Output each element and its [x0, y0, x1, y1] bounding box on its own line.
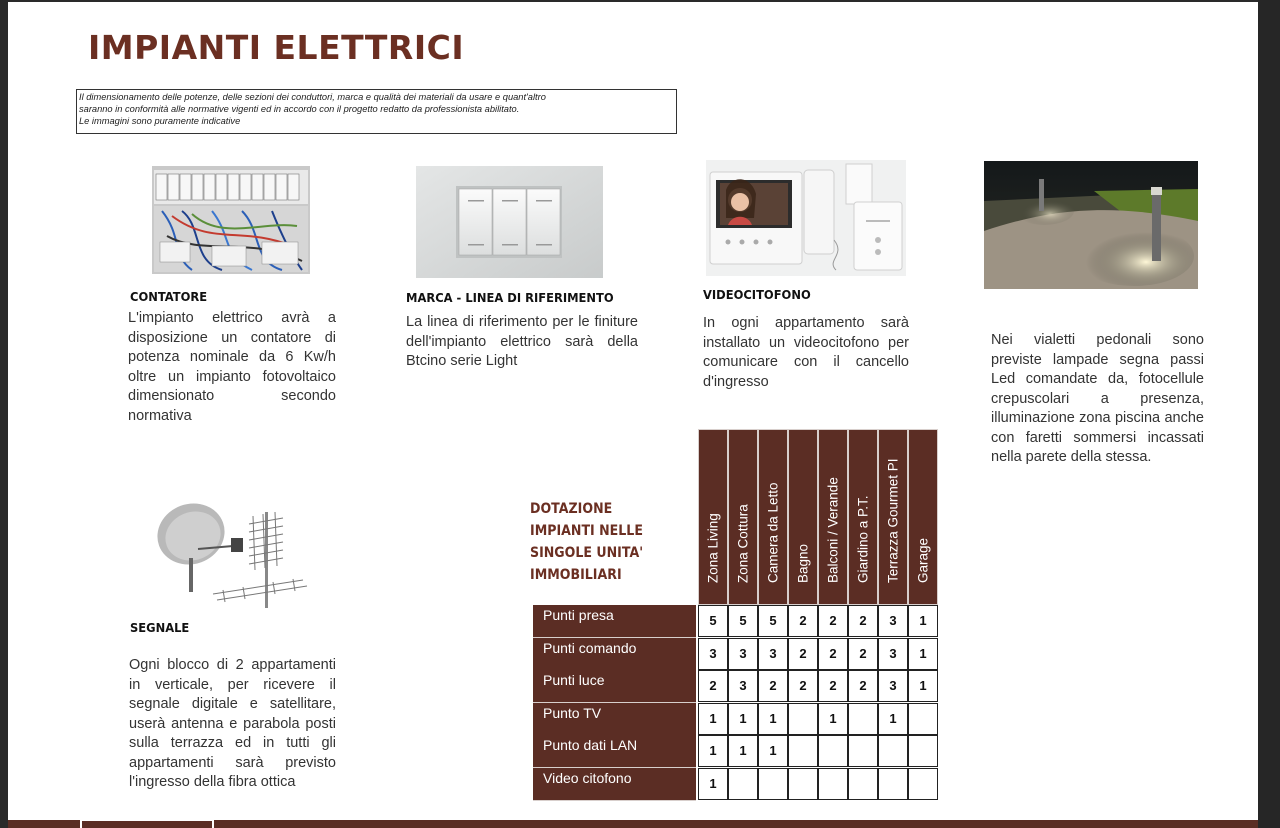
table-cell	[818, 768, 848, 800]
table-cell: 3	[878, 605, 908, 637]
table-cell: 1	[818, 703, 848, 735]
segnale-text: Ogni blocco di 2 appartamenti in verticale, per ricevere il segnale digitale e satellitare, userà antenna e parabola posti sulla terrazza ed in tutti gli appartamenti sarà previsto l'ingresso della fibra ottica	[129, 657, 336, 790]
table-row-label: Video citofono	[533, 768, 696, 801]
table-cell	[758, 768, 788, 800]
dotazione-title-line: IMMOBILIARI	[530, 567, 622, 583]
table-cell: 3	[728, 670, 758, 702]
garden-path-lights-photo	[984, 161, 1198, 289]
table-row-label: Punto dati LAN	[533, 735, 696, 768]
column-header-label: Garage	[915, 537, 931, 583]
footer-logo	[80, 819, 214, 828]
table-cell: 2	[788, 605, 818, 637]
table-cell: 1	[698, 768, 728, 800]
table-cell: 1	[908, 605, 938, 637]
marca-heading: MARCA - LINEA DI RIFERIMENTO	[406, 290, 614, 305]
table-cell: 1	[698, 703, 728, 735]
table-row-label: Punto TV	[533, 703, 696, 736]
light-switch-photo	[416, 166, 603, 278]
table-cell	[908, 768, 938, 800]
table-cell: 2	[788, 638, 818, 670]
table-cell	[728, 768, 758, 800]
table-cell: 1	[758, 703, 788, 735]
marca-text: La linea di riferimento per le finiture dell'impianto elettrico sarà della Btcino serie Light	[406, 314, 638, 369]
vialetti-text: Nei vialetti pedonali sono previste lampade segna passi Led comandate da, fotocellule crepuscolari a presenza, illuminazione zona piscina anche con faretti sommersi incassati nella parete della stessa.	[991, 332, 1204, 465]
table-cell: 2	[848, 670, 878, 702]
table-cell	[878, 768, 908, 800]
table-cell: 1	[728, 703, 758, 735]
page-title: IMPIANTI ELETTRICI	[88, 28, 465, 67]
table-cell: 3	[728, 638, 758, 670]
table-row-label: Punti luce	[533, 670, 696, 703]
table-cell: 1	[908, 670, 938, 702]
dotazione-title-line: IMPIANTI NELLE	[530, 523, 643, 539]
table-cell: 3	[878, 670, 908, 702]
table-cell: 2	[818, 638, 848, 670]
table-cell	[788, 703, 818, 735]
contatore-text: L'impianto elettrico avrà a disposizione un contatore di potenza nominale da 6 Kw/h oltre un impianto fotovoltaico dimensionato secondo normativa	[128, 310, 336, 424]
table-cell: 3	[758, 638, 788, 670]
column-header-label: Bagno	[795, 543, 811, 583]
table-cell	[818, 735, 848, 767]
table-cell: 5	[758, 605, 788, 637]
column-header-label: Zona Cottura	[735, 504, 751, 583]
videocitofono-text: In ogni appartamento sarà installato un videocitofono per comunicare con il cancello d'ingresso	[703, 315, 909, 390]
column-header-label: Zona Living	[705, 513, 721, 583]
table-cell: 1	[728, 735, 758, 767]
table-cell: 2	[758, 670, 788, 702]
dotazione-title-line: DOTAZIONE	[530, 501, 613, 517]
video-intercom-photo	[706, 160, 906, 276]
videocitofono-heading: VIDEOCITOFONO	[703, 287, 811, 302]
table-column-header	[878, 429, 908, 605]
table-column-header	[728, 429, 758, 605]
segnale-heading: SEGNALE	[130, 620, 190, 635]
satellite-antenna-photo	[153, 494, 313, 610]
table-cell: 2	[848, 638, 878, 670]
table-cell: 2	[698, 670, 728, 702]
table-cell: 5	[728, 605, 758, 637]
viewer-scroll-shadow	[1258, 0, 1280, 828]
table-column-header	[908, 429, 938, 605]
table-row-label: Punti presa	[533, 605, 696, 638]
dotazione-title-line: SINGOLE UNITA'	[530, 545, 644, 561]
table-cell: 2	[818, 605, 848, 637]
table-cell: 1	[698, 735, 728, 767]
table-cell: 2	[788, 670, 818, 702]
table-cell: 1	[908, 638, 938, 670]
table-cell	[848, 703, 878, 735]
document-page	[8, 2, 1258, 828]
column-header-label: Camera da Letto	[765, 482, 781, 583]
table-cell	[848, 735, 878, 767]
table-cell: 3	[698, 638, 728, 670]
table-cell: 2	[848, 605, 878, 637]
table-column-header	[758, 429, 788, 605]
table-cell	[848, 768, 878, 800]
table-cell: 3	[878, 638, 908, 670]
disclaimer-line: Il dimensionamento delle potenze, delle sezioni dei conduttori, marca e qualità dei materiali da usare e quant'altro	[79, 92, 546, 102]
disclaimer-box	[76, 89, 677, 134]
column-header-label: Balconi / Verande	[825, 477, 841, 583]
electrical-panel-photo	[152, 166, 310, 274]
table-column-header	[698, 429, 728, 605]
table-cell: 2	[818, 670, 848, 702]
disclaimer-line: saranno in conformità alle normative vigenti ed in accordo con il progetto redatto da professionista abilitato.	[79, 104, 520, 114]
table-cell	[908, 735, 938, 767]
table-column-header	[818, 429, 848, 605]
table-column-header	[848, 429, 878, 605]
contatore-heading: CONTATORE	[130, 289, 208, 304]
column-header-label: Terrazza Gourmet PI	[885, 458, 901, 583]
table-cell: 5	[698, 605, 728, 637]
column-header-label: Giardino a P.T.	[855, 495, 871, 583]
table-row-label: Punti comando	[533, 638, 696, 671]
table-cell: 1	[878, 703, 908, 735]
table-cell	[878, 735, 908, 767]
table-cell: 1	[758, 735, 788, 767]
table-cell	[908, 703, 938, 735]
table-cell	[788, 735, 818, 767]
dotazione-title	[530, 498, 674, 586]
table-cell	[788, 768, 818, 800]
table-column-header	[788, 429, 818, 605]
disclaimer-line: Le immagini sono puramente indicative	[79, 116, 241, 126]
